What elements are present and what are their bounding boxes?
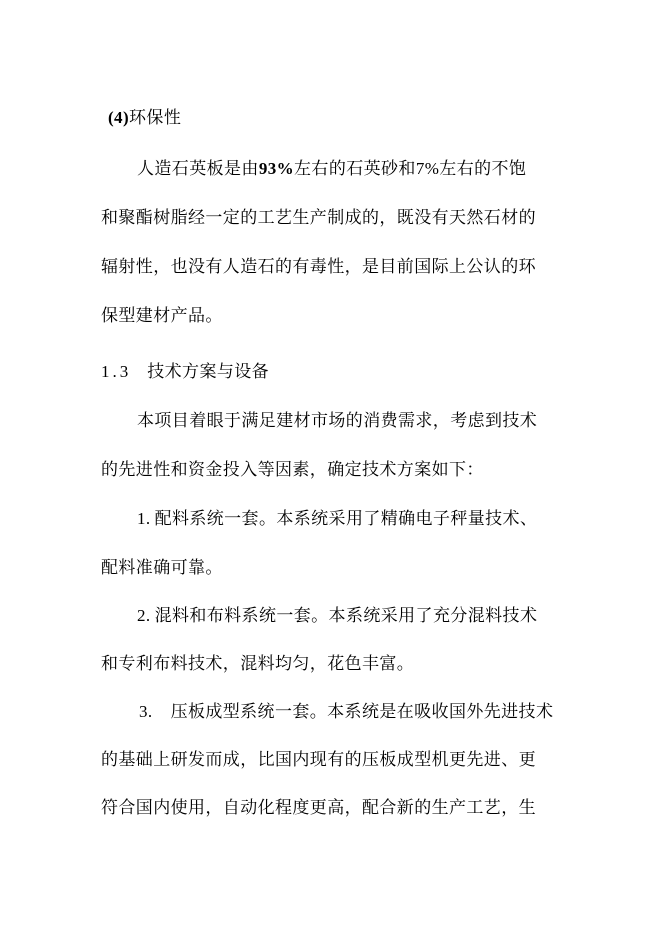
section-number: 1.3 (101, 362, 132, 381)
paragraph-line: 辐射性，也没有人造石的有毒性，是目前国际上公认的环 (101, 257, 536, 277)
paragraph-line: 配料准确可靠。 (101, 558, 223, 578)
list-text: 混料和布料系统一套。本系统采用了充分混料技术 (154, 606, 538, 626)
list-number: 3. (139, 702, 153, 721)
list-item (139, 700, 553, 724)
section-heading (101, 360, 269, 384)
list-number: 2. (137, 606, 151, 625)
text-segment: 左右的不饱 (439, 159, 527, 179)
text-segment: 人造石英板是由 (137, 159, 259, 179)
paragraph-line: 本项目着眼于满足建材市场的消费需求，考虑到技术 (137, 411, 538, 431)
paragraph-line (137, 157, 526, 181)
paragraph-line: 符合国内使用，自动化程度更高，配合新的生产工艺，生 (101, 798, 536, 818)
list-text: 压板成型系统一套。本系统是在吸收国外先进技术 (170, 702, 554, 722)
paragraph-line: 的基础上研发而成，比国内现有的压板成型机更先进、更 (101, 750, 536, 770)
section-title: 技术方案与设备 (147, 362, 270, 382)
subheading-text: 环保性 (129, 108, 182, 128)
percent-value: 7% (415, 159, 440, 178)
paragraph-line: 和聚酯树脂经一定的工艺生产制成的，既没有天然石材的 (101, 208, 536, 228)
paragraph-line: 的先进性和资金投入等因素，确定技术方案如下： (101, 460, 484, 480)
list-text: 配料系统一套。本系统采用了精确电子秤量技术、 (154, 509, 538, 529)
text-segment: 左右的石英砂和 (294, 159, 416, 179)
subheading-number: (4) (108, 108, 130, 127)
list-number: 1. (137, 509, 151, 528)
list-item (137, 507, 537, 531)
list-item (137, 604, 537, 628)
percent-value: 93% (258, 159, 295, 178)
subheading-environmental (108, 106, 181, 130)
paragraph-line: 保型建材产品。 (101, 306, 223, 326)
paragraph-line: 和专利布料技术，混料均匀，花色丰富。 (101, 654, 415, 674)
